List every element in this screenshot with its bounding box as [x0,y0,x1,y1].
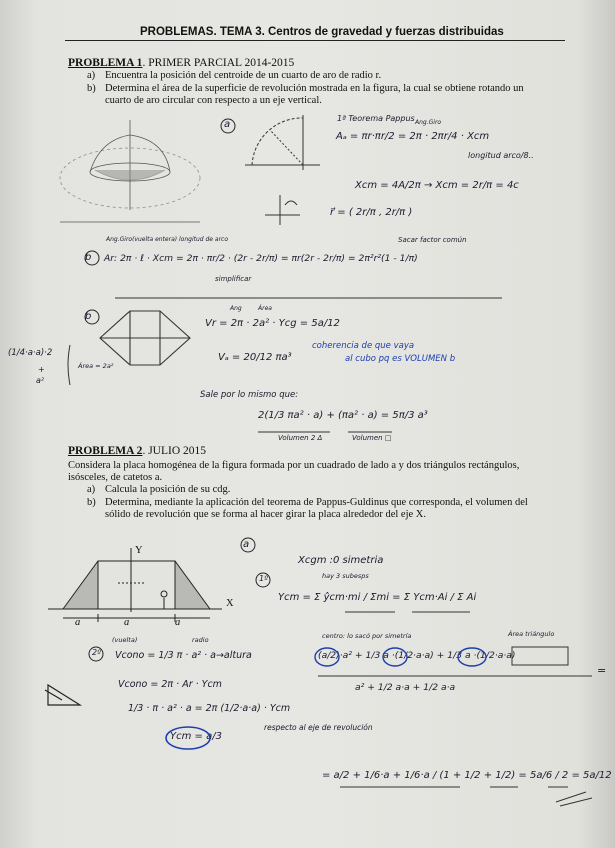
hw-ycm-result: Ycm = a/3 [170,731,222,742]
hw-vcono2: Vcono = 2π · Ar · Ycm [118,679,222,690]
blue-circle-1 [315,648,339,666]
axes-sketch [265,195,300,225]
item-label: b) [87,497,96,508]
hw-ang2: Ang [230,305,242,312]
hw-ycm-eq: Ycm = Σ ŷcm·mi / Σmi = Σ Ycm·Ai / Σ Ai [278,592,477,603]
hw-third-eq: 1/3 · π · a² · a = 2π (1/2·a·a) · Ycm [128,703,291,714]
hw-hay-sub: hay 3 subesps [322,572,369,580]
dim-a-2: a [124,617,130,628]
hw-big-eq: (a/2)·a² + 1/3 a ·(1/2·a·a) + 1/3 a ·(1/2·a·a) [318,650,516,661]
hw-vector: r⃗ = ( 2r/π , 2r/π ) [330,207,413,218]
hw-margin-plus: + [38,365,45,374]
problem2-item-b-cont: sólido de revolución que se forma al hacer girar la placa alrededor del eje X. [105,509,426,520]
hw-pappus-title: 1ª Teorema Pappus [337,114,415,123]
final-double-underline [556,792,592,806]
item-label: a) [87,484,96,495]
hw-area2: Área [258,305,272,312]
hw-circle-b2: b [85,311,92,322]
hw-sacar-factor: Sacar factor común [398,236,467,244]
hw-xcgm: Xcgm :0 simetria [298,555,384,566]
quarter-arc-figure [245,115,320,170]
hw-circle-a: a [224,119,231,130]
hw-margin-a2: a² [36,376,45,385]
item-text: Calcula la posición de su cdg. [105,484,231,495]
hw-vr-eq: Vr = 2π · 2a² · Ycg = 5a/12 [205,318,340,329]
hw-coherencia-2: al cubo pq es VOLUMEN b [345,354,456,364]
hw-coherencia-1: coherencia de que vaya [312,341,415,351]
circle-marker-b2 [85,310,99,324]
step2-marker [89,647,103,661]
dim-a-3: a [175,617,181,628]
plate-figure [48,548,222,622]
hw-sum-eq: 2(1/3 πa² · a) + (πa² · a) = 5π/3 a³ [258,410,428,421]
axis-y-label: Y [135,545,143,556]
circle-marker-b [85,251,99,265]
hw-same-way: Sale por lo mismo que: [200,390,299,400]
hw-vcono: Vcono = 1/3 π · a² · a→altura [115,650,252,661]
item-text: Determina, mediante la aplicación del teorema de Pappus-Guldinus que corresponda, el volumen del [105,497,528,508]
hw-volumen-tri: Volumen 2 Δ [278,434,323,442]
hw-vr2-eq: Vₐ = 20/12 πa³ [218,352,292,363]
hw-area-lbl: Área = 2a² [78,362,114,370]
hw-simplificar: simplificar [215,275,252,283]
hw-area-tri: Área triángulo [508,630,555,638]
problem2-title-rest: . JULIO 2015 [142,445,207,457]
problem1-title-bold: PROBLEMA 1 [68,57,143,69]
small-triangle-sketch [45,685,80,705]
circle-marker-a2 [241,538,255,552]
hw-vuelta: (vuelta) [112,636,138,644]
hw-step2: 2º [92,648,101,657]
hw-respecto: respecto al eje de revolución [264,723,373,732]
axis-x-label: X [226,598,234,609]
revolution-surface-figure [60,120,200,222]
hw-volumen-sq: Volumen □ [352,434,392,442]
hw-long-arco: longitud arco/8.. [468,151,534,160]
hw-b-header: Ang.Giro(vuelta entera) longitud de arco [106,236,229,243]
hw-margin-eq: (1/4·a·a)·2 [8,348,53,358]
problem1-item-b-cont: cuarto de aro circular con respecto a un eje vertical. [105,95,322,106]
problem2-intro-2: isósceles, de catetos a. [68,472,163,483]
item-text: Determina el área de la superficie de revolución mostrada en la figura, la cual se obtiene rotando un [105,83,524,94]
hw-area-eq: Aₐ = πr·πr/2 = 2π · 2πr/4 · Xcm [336,131,490,142]
hw-equal: = [597,664,607,677]
step1-marker [256,573,270,587]
hw-final-eq: = a/2 + 1/6·a + 1/6·a / (1 + 1/2 + 1/2) = 5a/6 / 2 = 5a/12 [322,770,612,781]
problem1-title-rest: . PRIMER PARCIAL 2014-2015 [142,57,295,69]
hw-b-eq: Ar: 2π · ℓ · Xcm = 2π · πr/2 · (2r - 2r/π) = πr(2r - 2r/π) = 2π²r²(1 - 1/π) [104,253,418,264]
hw-circle-b: b [85,252,92,263]
hw-big-den: a² + 1/2 a·a + 1/2 a·a [355,682,456,693]
blue-circle-2 [383,648,407,666]
area-tri-box [512,647,568,665]
blue-circle-3 [458,648,486,666]
problem2-title-bold: PROBLEMA 2 [68,445,143,457]
margin-brace [68,345,70,385]
page-title: PROBLEMAS. TEMA 3. Centros de gravedad y fuerzas distribuidas [140,26,504,38]
dim-a-1: a [75,617,81,628]
item-label: a) [87,70,96,81]
hw-centros: centro: lo sacó por simetría [322,632,412,640]
item-label: b) [87,83,96,94]
problem2-intro-1: Considera la placa homogénea de la figura formada por un cuadrado de lado a y dos triángulos rectángulos, [68,460,520,471]
circle-marker-a [221,119,235,133]
hw-xcm-eq: Xcm = 4A/2π → Xcm = 2r/π = 4c [355,180,519,191]
hw-ang-giro: Ang.Giro [415,119,442,126]
hw-step1: 1º [259,574,268,583]
hw-radio: radio [192,636,209,644]
hexagon-figure [100,311,190,365]
blue-circle-result [166,727,210,749]
item-text: Encuentra la posición del centroide de un cuarto de aro de radio r. [105,70,382,81]
hw-circle-a2: a [243,539,250,550]
